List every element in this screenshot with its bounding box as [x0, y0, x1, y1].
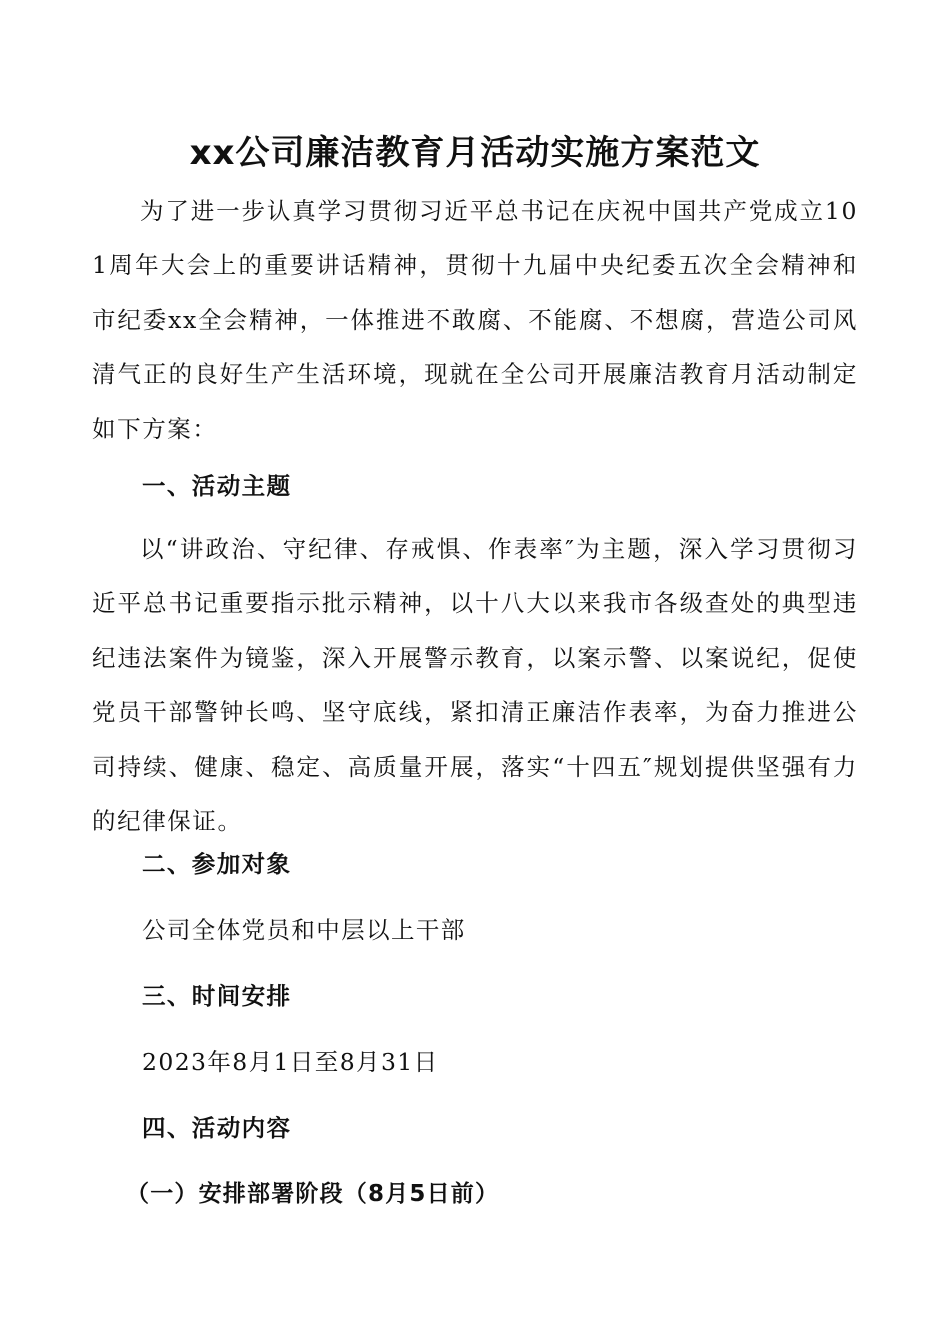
document-title: xx公司廉洁教育月活动实施方案范文 [189, 133, 761, 173]
section-heading-content: 四、活动内容 [142, 1114, 292, 1142]
theme-paragraph: 以“讲政治、守纪律、存戒惧、作表率″为主题，深入学习贯彻习近平总书记重要指示批示精神，以十八大以来我市各级查处的典型违纪违法案件为镜鉴，深入开展警示教育，以案示警、以案说纪，促使党员干部警钟长鸣、坚守底线，紧扣清正廉洁作表率，为奋力推进公司持续、健康、稳定、高质量开展，落实“十四五″规划提供坚强有力的纪律保证。 [92, 535, 858, 836]
schedule-text: 2023年8月1日至8月31日 [142, 1048, 439, 1076]
intro-paragraph: 为了进一步认真学习贯彻习近平总书记在庆祝中国共产党成立101周年大会上的重要讲话精神，贯彻十九届中央纪委五次全会精神和市纪委xx全会精神，一体推进不敢腐、不能腐、不想腐，营造公司风清气正的良好生产生活环境，现就在全公司开展廉洁教育月活动制定如下方案： [92, 197, 858, 443]
section-heading-theme: 一、活动主题 [142, 472, 292, 500]
section-heading-schedule: 三、时间安排 [142, 982, 292, 1010]
participants-text: 公司全体党员和中层以上干部 [142, 916, 466, 944]
subsection-heading-deployment: （一）安排部署阶段（8月5日前） [126, 1181, 500, 1207]
section-heading-participants: 二、参加对象 [142, 850, 292, 878]
